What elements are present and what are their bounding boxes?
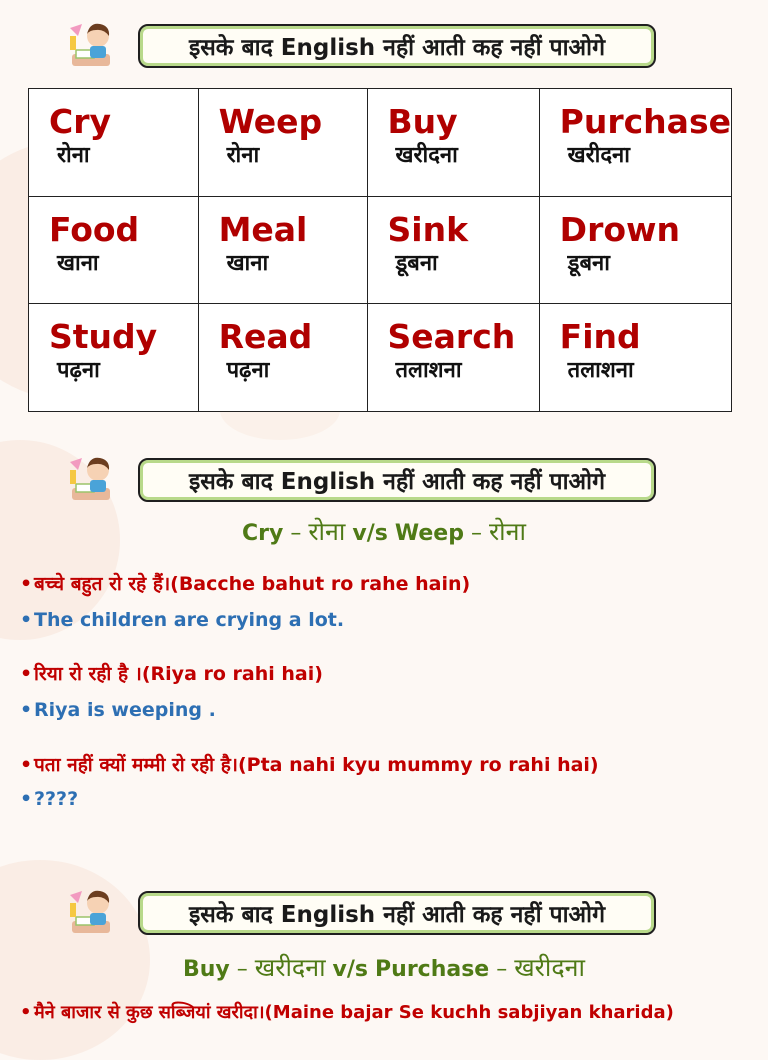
hindi-word: खाना: [226, 250, 269, 276]
english-word: Sink: [387, 209, 469, 249]
compare-dash: –: [236, 957, 248, 982]
hindi-word: रोना: [57, 143, 90, 168]
student-reading-icon: [68, 454, 120, 506]
table-cell: [29, 89, 199, 197]
table-row: [29, 89, 732, 197]
english-word: Read: [218, 317, 313, 357]
english-word: Drown: [559, 209, 680, 249]
english-word: Weep: [218, 102, 323, 141]
table-cell: [539, 89, 731, 197]
example-sentence: •रिया रो रही है ।(Riya ro rahi hai): [20, 663, 323, 685]
header-banner-3: [68, 887, 668, 937]
table-cell: [367, 304, 539, 412]
hindi-word: तलाशना: [395, 358, 462, 384]
compare-word: Purchase: [375, 957, 490, 982]
compare-dash: –: [496, 957, 508, 982]
hindi-word: खरीदना: [567, 143, 630, 168]
english-word: Study: [49, 317, 158, 357]
header-banner-2: [68, 454, 668, 504]
sentence-text: Riya is weeping .: [34, 699, 216, 721]
table-cell: [198, 89, 367, 197]
hindi-word: डूबना: [567, 250, 610, 276]
word-comparison-title: [0, 950, 768, 984]
vocab-table: [28, 88, 732, 412]
banner-text: इसके बाद English नहीं आती कह नहीं पाओगे: [138, 458, 656, 502]
hindi-word: डूबना: [395, 250, 438, 276]
english-word: Food: [49, 209, 140, 249]
compare-hindi: रोना: [488, 517, 527, 546]
table-cell: [539, 304, 731, 412]
table-cell: [198, 304, 367, 412]
compare-dash: –: [290, 521, 302, 546]
english-word: Find: [559, 317, 641, 357]
compare-vs: v/s: [352, 521, 388, 546]
sentence-text: बच्चे बहुत रो रहे हैं।(Bacche bahut ro rahe hain): [34, 573, 471, 595]
example-sentence: • मैने बाजार से कुछ सब्जियां खरीदा।(Maine bajar Se kuchh sabjiyan kharida): [20, 1002, 674, 1023]
table-cell: [29, 196, 199, 304]
compare-hindi: खरीदना: [254, 953, 326, 982]
example-sentence: •Riya is weeping .: [20, 699, 216, 721]
hindi-word: पढ़ना: [226, 358, 270, 384]
hindi-word: तलाशना: [567, 358, 634, 384]
banner-text: इसके बाद English नहीं आती कह नहीं पाओगे: [138, 24, 656, 68]
table-cell: [367, 89, 539, 197]
example-sentence: •बच्चे बहुत रो रहे हैं।(Bacche bahut ro rahe hain): [20, 573, 471, 595]
table-cell: [367, 196, 539, 304]
example-sentence: •The children are crying a lot.: [20, 609, 345, 631]
compare-word: Weep: [394, 521, 464, 546]
sentence-text: पता नहीं क्यों मम्मी रो रही है।(Pta nahi kyu mummy ro rahi hai): [34, 754, 599, 776]
word-comparison-title: [0, 514, 768, 548]
compare-hindi: खरीदना: [514, 953, 586, 982]
sentence-text: ????: [34, 788, 79, 810]
hindi-word: पढ़ना: [57, 358, 100, 384]
english-word: Search: [387, 317, 516, 357]
english-word: Buy: [387, 102, 458, 141]
english-word: Meal: [218, 209, 308, 249]
table-row: [29, 196, 732, 304]
hindi-word: खाना: [57, 250, 99, 276]
table-cell: [539, 196, 731, 304]
compare-hindi: रोना: [308, 517, 346, 546]
header-banner-1: [68, 20, 668, 70]
compare-word: Buy: [182, 957, 230, 982]
english-word: Purchase: [559, 102, 731, 141]
compare-dash: –: [470, 521, 482, 546]
banner-text: इसके बाद English नहीं आती कह नहीं पाओगे: [138, 891, 656, 935]
compare-word: Cry: [241, 521, 284, 546]
table-cell: [29, 304, 199, 412]
hindi-word: रोना: [226, 143, 260, 168]
student-reading-icon: [68, 20, 120, 72]
table-cell: [198, 196, 367, 304]
sentence-text: मैने बाजार से कुछ सब्जियां खरीदा।(Maine bajar Se kuchh sabjiyan kharida): [34, 1002, 674, 1023]
example-sentence: •पता नहीं क्यों मम्मी रो रही है।(Pta nahi kyu mummy ro rahi hai): [20, 754, 599, 776]
sentence-text: रिया रो रही है ।(Riya ro rahi hai): [34, 663, 323, 685]
english-word: Cry: [49, 102, 112, 141]
example-sentence: •????: [20, 788, 79, 810]
table-row: [29, 304, 732, 412]
compare-vs: v/s: [332, 957, 369, 982]
hindi-word: खरीदना: [395, 143, 458, 168]
sentence-text: The children are crying a lot.: [34, 609, 345, 631]
student-reading-icon: [68, 887, 120, 939]
